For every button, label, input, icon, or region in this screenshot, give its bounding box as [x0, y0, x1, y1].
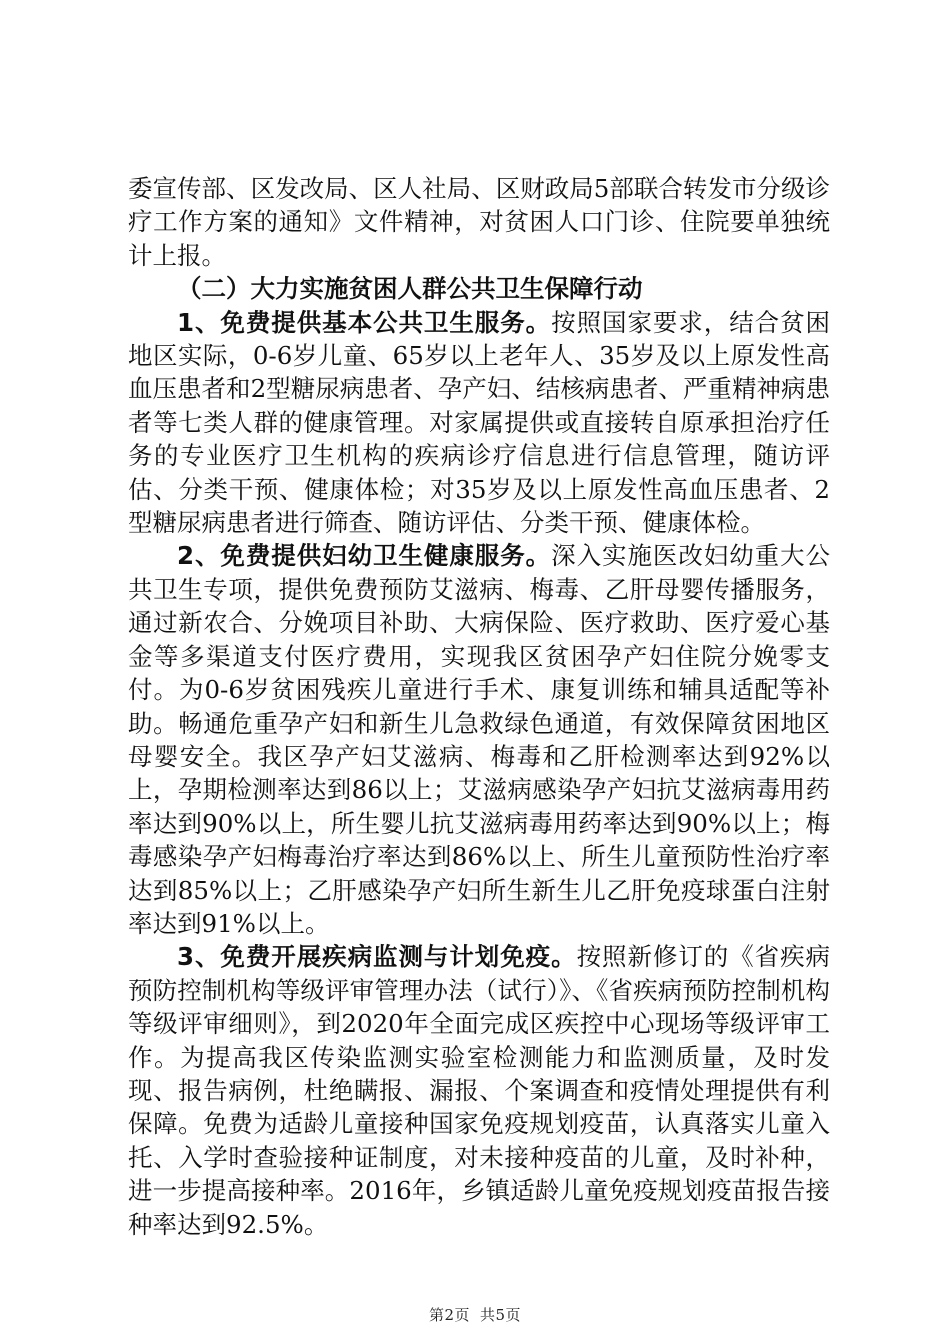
- item-2-body: 深入实施医改妇幼重大公共卫生专项，提供免费预防艾滋病、梅毒、乙肝母婴传播服务，通过新农合、分娩项目补助、大病保险、医疗救助、医疗爱心基金等多渠道支付医疗费用，实现我区贫困孕产妇住院分娩零支付。为0-6岁贫困残疾儿童进行手术、康复训练和辅具适配等补助。畅通危重孕产妇和新生儿急救绿色通道，有效保障贫困地区母婴安全。我区孕产妇艾滋病、梅毒和乙肝检测率达到92%以上，孕期检测率达到86以上；艾滋病感染孕产妇抗艾滋病毒用药率达到90%以上，所生婴儿抗艾滋病毒用药率达到90%以上；梅毒感染孕产妇梅毒治疗率达到86%以上、所生儿童预防性治疗率达到85%以上；乙肝感染孕产妇所生新生儿乙肝免疫球蛋白注射率达到91%以上。: [128, 541, 831, 938]
- page-number: 第2页: [428, 1306, 470, 1324]
- page-total: 共5页: [480, 1306, 522, 1324]
- paragraph-item-2: [128, 539, 830, 940]
- item-2-lead: 2、免费提供妇幼卫生健康服务。: [177, 541, 552, 571]
- paragraph-item-3: [128, 940, 830, 1241]
- opening-paragraph: 委宣传部、区发改局、区人社局、区财政局5部联合转发市分级诊疗工作方案的通知》文件精神，对贫困人口门诊、住院要单独统计上报。: [128, 174, 830, 270]
- item-1-lead: 1、免费提供基本公共卫生服务。: [177, 307, 552, 337]
- paragraph-item-1: [128, 306, 830, 540]
- item-1-body: 按照国家要求，结合贫困地区实际，0-6岁儿童、65岁以上老年人、35岁及以上原发性高血压患者和2型糖尿病患者、孕产妇、结核病患者、严重精神病患者等七类人群的健康管理。对家属提供或直接转自原承担治疗任务的专业医疗卫生机构的疾病诊疗信息进行信息管理，随访评估、分类干预、健康体检；对35岁及以上原发性高血压患者、2型糖尿病患者进行筛查、随访评估、分类干预、健康体检。: [128, 307, 831, 538]
- page-footer: [0, 1304, 950, 1325]
- item-3-body: 按照新修订的《省疾病预防控制机构等级评审管理办法（试行）》、《省疾病预防控制机构等级评审细则》，到2020年全面完成区疾控中心现场等级评审工作。为提高我区传染监测实验室检测能力和监测质量，及时发现、报告病例，杜绝瞒报、漏报、个案调查和疫情处理提供有利保障。免费为适龄儿童接种国家免疫规划疫苗，认真落实儿童入托、入学时查验接种证制度，对未接种疫苗的儿童，及时补种，进一步提高接种率。2016年，乡镇适龄儿童免疫规划疫苗报告接种率达到92.5%。: [128, 942, 831, 1239]
- section-heading: （二）大力实施贫困人群公共卫生保障行动: [177, 274, 643, 304]
- document-body: [128, 172, 830, 1241]
- item-3-lead: 3、免费开展疾病监测与计划免疫。: [177, 942, 577, 972]
